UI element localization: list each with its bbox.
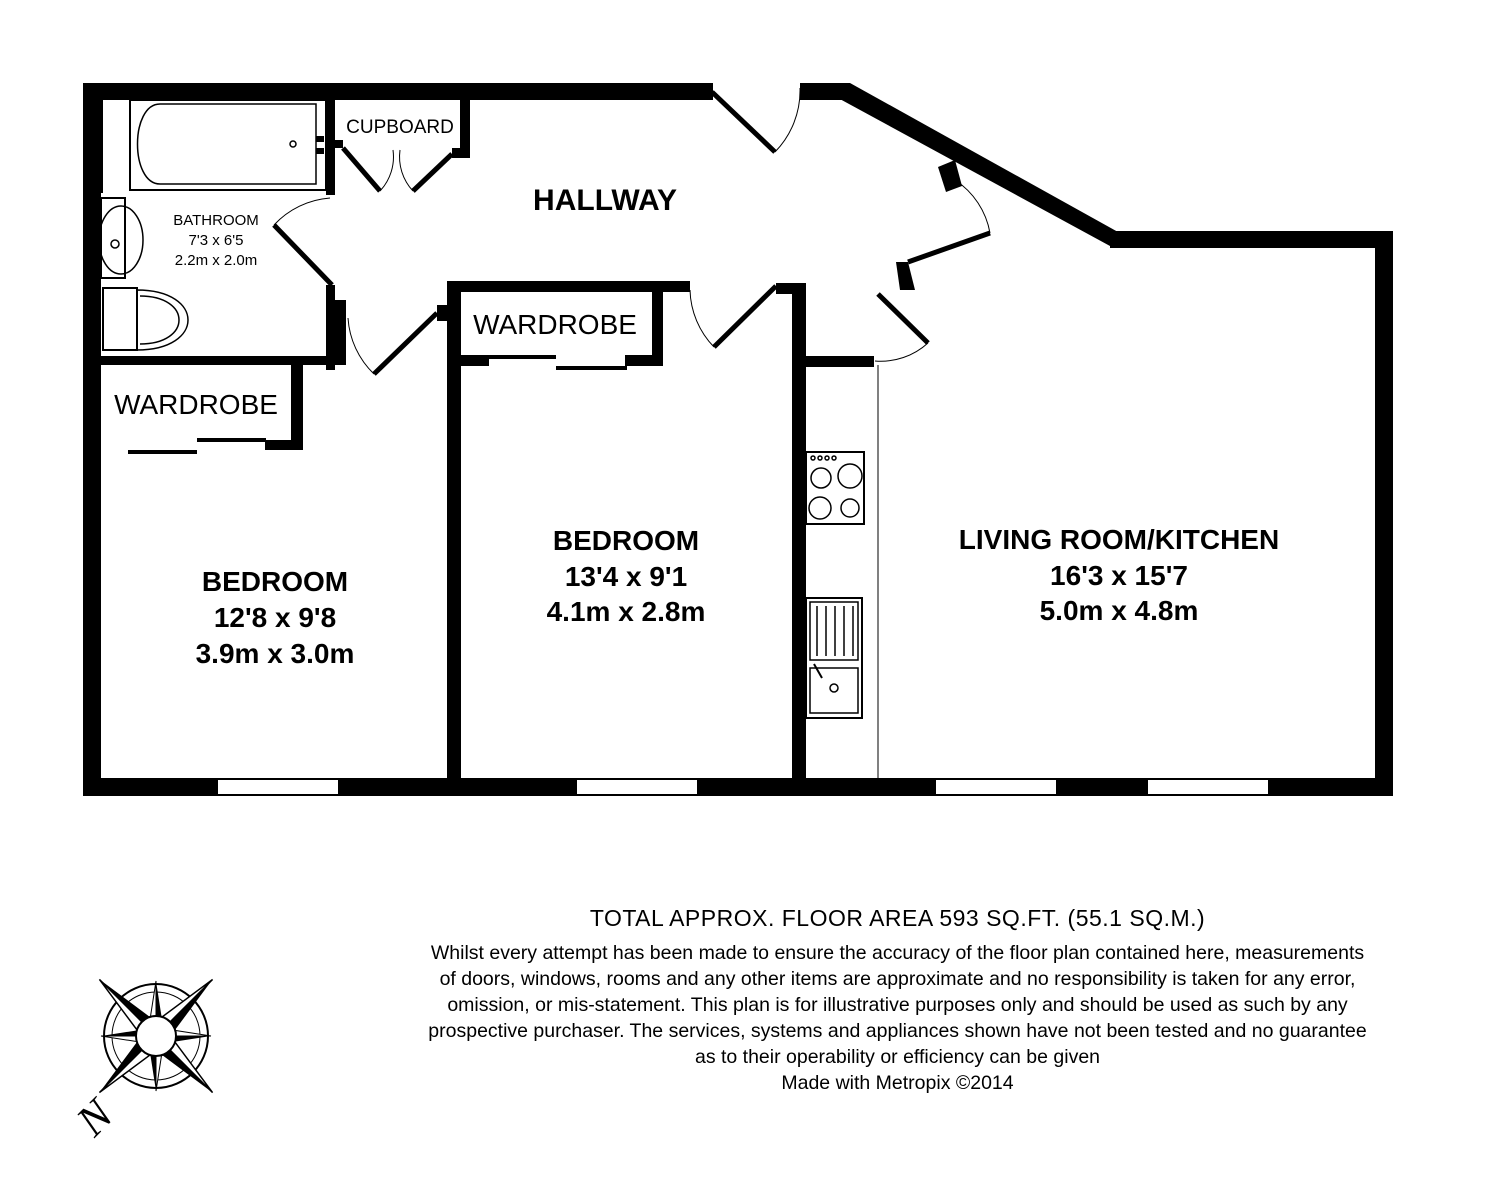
disclaimer-line: Whilst every attempt has been made to ensure the accuracy of the floor plan contained here, measurements	[430, 942, 1365, 964]
toilet-icon	[103, 288, 188, 350]
bathtub-icon	[130, 100, 326, 190]
bedroom-1-metric: 3.9m x 3.0m	[195, 638, 355, 669]
total-floor-area: TOTAL APPROX. FLOOR AREA 593 SQ.FT. (55.1 SQ.M.)	[589, 905, 1206, 931]
living-room-label: LIVING ROOM/KITCHEN	[958, 524, 1280, 555]
sink-icon	[99, 198, 143, 278]
disclaimer-line: prospective purchaser. The services, systems and appliances shown have not been tested and no guarantee	[428, 1020, 1367, 1042]
window	[217, 779, 339, 795]
wardrobe-middle-label: WARDROBE	[473, 309, 637, 340]
disclaimer-line: of doors, windows, rooms and any other items are approximate and no responsibility is taken for any error,	[439, 968, 1356, 990]
bedroom-2-metric: 4.1m x 2.8m	[546, 596, 706, 627]
credit: Made with Metropix ©2014	[781, 1072, 1014, 1094]
bedroom-1-imperial: 12'8 x 9'8	[213, 602, 337, 633]
cupboard-label: CUPBOARD	[346, 117, 454, 138]
wardrobe-left-label: WARDROBE	[114, 389, 278, 420]
bedroom-2-imperial: 13'4 x 9'1	[564, 561, 688, 592]
compass-north-label: N	[66, 1089, 123, 1146]
bathroom-imperial: 7'3 x 6'5	[188, 232, 244, 249]
bedroom-1-label: BEDROOM	[201, 566, 349, 597]
window	[935, 779, 1057, 795]
bedroom-2-label: BEDROOM	[552, 525, 700, 556]
living-room-metric: 5.0m x 4.8m	[1039, 595, 1199, 626]
bathroom-metric: 2.2m x 2.0m	[174, 252, 258, 269]
hob-icon	[806, 452, 864, 524]
footer	[330, 905, 1465, 1096]
window	[1147, 779, 1269, 795]
kitchen-sink-icon	[806, 598, 862, 718]
disclaimer-line: as to their operability or efficiency can be given	[694, 1046, 1101, 1068]
window	[576, 779, 698, 795]
living-room-imperial: 16'3 x 15'7	[1050, 560, 1188, 591]
disclaimer-line: omission, or mis-statement. This plan is for illustrative purposes only and should be used as such by any	[447, 994, 1348, 1016]
bathroom-label: BATHROOM	[173, 212, 259, 229]
hallway-label: HALLWAY	[533, 184, 677, 217]
